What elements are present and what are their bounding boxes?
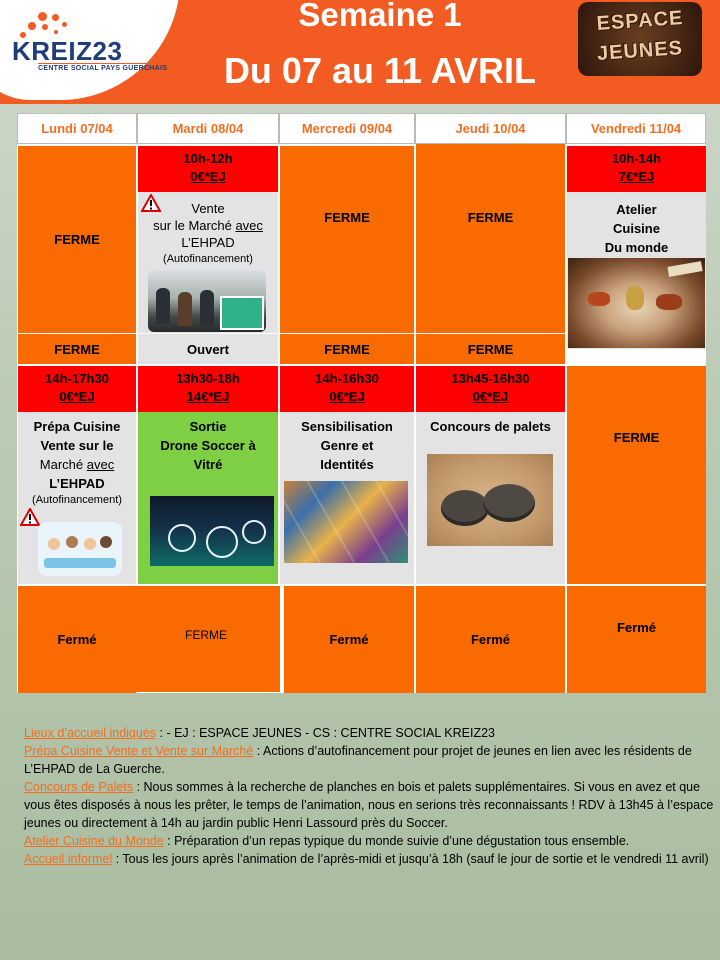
afternoon-vendredi-cell: FERME [567, 366, 706, 584]
midday-lundi-cell: FERME [18, 334, 136, 364]
note-atelier-cuisine: Atelier Cuisine du Monde : Préparation d’un repas typique du monde suivie d’une dégustation tous ensemble. [24, 834, 630, 848]
day-header-mardi: Mardi 08/04 [137, 113, 279, 144]
afternoon-mercredi-cell: Sensibilisation Genre et Identités [280, 412, 414, 584]
note-prepa-cuisine: Prépa Cuisine Vente et Vente sur Marché : Actions d’autofinancement pour projet de jeunes en lien avec les résidents de L’EHPAD de La Guerche. [24, 744, 692, 776]
morning-lundi-cell: FERME [18, 146, 136, 333]
evening-jeudi-cell: Fermé [416, 586, 565, 693]
morning-vendredi-cell: Atelier Cuisine Du monde [567, 192, 706, 349]
afternoon-mardi-time-cell: 13h30-18h 14€*EJ [138, 366, 278, 412]
logo-name: KREIZ23 [12, 36, 123, 66]
afternoon-lundi-time-cell: 14h-17h30 0€*EJ [18, 366, 136, 412]
drone-soccer-photo [150, 496, 274, 566]
morning-vendredi-time-cell: 10h-14h 7€*EJ [567, 146, 706, 192]
notes-section [24, 724, 714, 868]
day-header-vendredi: Vendredi 11/04 [566, 113, 706, 144]
note-lieux: Lieux d’accueil indiqués : - EJ : ESPACE JEUNES - CS : CENTRE SOCIAL KREIZ23 [24, 726, 495, 740]
evening-lundi-cell: Fermé [18, 586, 136, 693]
logo-subtitle: CENTRE SOCIAL PAYS GUERCHAIS [38, 65, 168, 72]
day-header-mercredi: Mercredi 09/04 [279, 113, 415, 144]
warning-icon [20, 508, 40, 526]
espace-jeunes-logo: ESPACE JEUNES [578, 2, 702, 76]
midday-jeudi-cell: FERME [416, 334, 565, 364]
cooking-kids-illustration [38, 522, 122, 576]
afternoon-jeudi-cell: Concours de palets [416, 412, 565, 584]
day-header-lundi: Lundi 07/04 [17, 113, 137, 144]
afternoon-mercredi-time-cell: 14h-16h30 0€*EJ [280, 366, 414, 412]
palets-photo [427, 454, 553, 546]
page-date-range: Du 07 au 11 AVRIL [223, 50, 537, 91]
note-accueil-informel: Accueil informel : Tous les jours après l’animation de l’après-midi et jusqu’à 18h (sauf le jour de sortie et le vendredi 11 avril) [24, 852, 709, 866]
warning-icon [141, 194, 161, 212]
midday-mardi-cell: Ouvert [138, 334, 278, 364]
afternoon-mardi-cell: Sortie Drone Soccer à Vitré [138, 412, 278, 584]
day-header-jeudi: Jeudi 10/04 [415, 113, 566, 144]
afternoon-lundi-cell: Prépa Cuisine Vente sur le Marché avec L’EHPAD (Autofinancement) [18, 412, 136, 584]
note-concours-palets: Concours de Palets : Nous sommes à la recherche de planches en bois et palets supplémentaires. Si vous en avez et que vous êtes disposés à nous les prêter, le temps de l’animation, nous en serions très reconnaissants ! RDV à 13h45 à l’espace jeunes ou directement à 14h au jardin public Henri Lassourd près du Soccer. [24, 780, 714, 830]
evening-mardi-cell: FERME [132, 586, 282, 692]
midday-mercredi-cell: FERME [280, 334, 414, 364]
morning-mardi-cell: Vente sur le Marché avec L’EHPAD (Autofinancement) [138, 192, 278, 333]
morning-mardi-time-cell: 10h-12h 0€*EJ [138, 146, 278, 192]
gender-identity-collage [284, 481, 408, 563]
market-photo [148, 270, 266, 332]
afternoon-jeudi-time-cell: 13h45-16h30 0€*EJ [416, 366, 565, 412]
world-spices-photo [568, 258, 705, 348]
page-title: Semaine 1 [298, 0, 462, 33]
evening-mercredi-cell: Fermé [284, 586, 414, 693]
evening-vendredi-cell: Fermé [567, 586, 706, 693]
morning-jeudi-cell: FERME [416, 144, 565, 333]
schedule-table [17, 113, 706, 693]
morning-mercredi-cell: FERME [280, 146, 414, 333]
